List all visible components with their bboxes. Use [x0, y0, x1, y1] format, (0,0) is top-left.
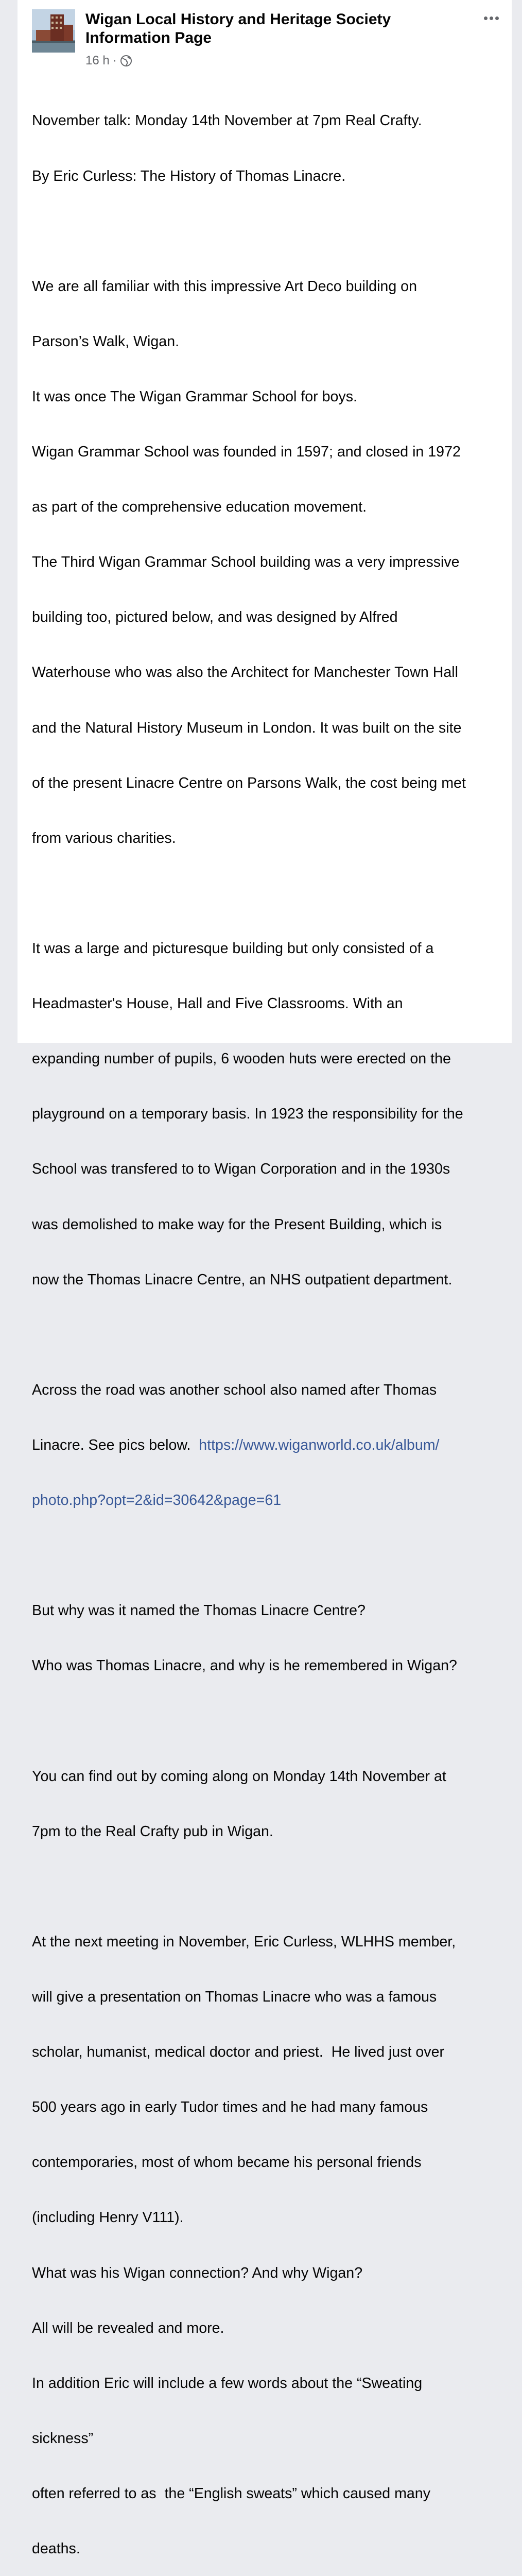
post-line: building too, pictured below, and was designed by Alfred [32, 609, 398, 626]
post-line: Headmaster's House, Hall and Five Classrooms. With an [32, 995, 403, 1012]
post-card [18, 0, 512, 2557]
post-line: contemporaries, most of whom became his personal friends [32, 2154, 422, 2171]
post-line: Waterhouse who was also the Architect for Manchester Town Hall [32, 664, 459, 681]
post-line: 7pm to the Real Crafty pub in Wigan. [32, 1823, 273, 1840]
page-avatar[interactable] [32, 9, 75, 53]
post-line: (including Henry V111). [32, 2209, 184, 2226]
post-line: expanding number of pupils, 6 wooden huts were erected on the [32, 1050, 451, 1067]
post-meta [85, 52, 132, 70]
post-line: At the next meeting in November, Eric Curless, WLHHS member, [32, 1933, 456, 1950]
blank-line [32, 1713, 511, 1731]
globe-icon[interactable] [120, 55, 132, 67]
post-line: now the Thomas Linacre Centre, an NHS outpatient department. [32, 1271, 453, 1288]
post-line: of the present Linacre Centre on Parsons Walk, the cost being met [32, 774, 466, 791]
post-line: The Third Wigan Grammar School building was a very impressive [32, 554, 460, 571]
blank-line [32, 1878, 511, 1896]
post-line: 500 years ago in early Tudor times and he had many famous [32, 2099, 428, 2116]
post-line: Wigan Grammar School was founded in 1597; and closed in 1972 [32, 444, 461, 461]
post-timestamp[interactable]: 16 h [85, 54, 110, 67]
post-line: as part of the comprehensive education movement. [32, 499, 367, 516]
post-line: November talk: Monday 14th November at 7pm Real Crafty. [32, 112, 422, 129]
more-dot [484, 16, 488, 20]
more-dot [495, 16, 499, 20]
post-line: You can find out by coming along on Monday 14th November at [32, 1768, 446, 1785]
page-name-line-1: Wigan Local History and Heritage Society [85, 11, 391, 28]
post-line: School was transfered to to Wigan Corporation and in the 1930s [32, 1161, 450, 1178]
post-line: Parson’s Walk, Wigan. [32, 333, 180, 350]
post-line [32, 1436, 511, 1455]
post-line: was demolished to make way for the Present Building, which is [32, 1216, 442, 1233]
post-line: from various charities. [32, 829, 176, 846]
post-line: In addition Eric will include a few words about the “Sweating [32, 2375, 423, 2392]
page-name-line-2: Information Page [85, 29, 212, 46]
post-line: sickness” [32, 2430, 94, 2447]
post-line: We are all familiar with this impressive Art Deco building on [32, 278, 417, 295]
post-line: All will be revealed and more. [32, 2319, 224, 2336]
post-line: It was a large and picturesque building but only consisted of a [32, 940, 434, 957]
wiganworld-link-part-1[interactable]: https://www.wiganworld.co.uk/album/ [199, 1436, 440, 1453]
post-line: By Eric Curless: The History of Thomas Linacre. [32, 167, 346, 184]
blank-line [32, 1547, 511, 1565]
post-line: and the Natural History Museum in London. It was built on the site [32, 719, 462, 736]
post-line: scholar, humanist, medical doctor and priest. He lived just over [32, 2044, 445, 2061]
more-dot [490, 16, 493, 20]
post-line: often referred to as the “English sweats” which caused many [32, 2485, 430, 2502]
page-name-link[interactable] [85, 10, 425, 47]
blank-line [32, 1326, 511, 1345]
post-body [32, 75, 511, 2576]
meta-separator: · [112, 54, 117, 67]
post-line: But why was it named the Thomas Linacre Centre? [32, 1602, 366, 1619]
post-line [32, 1492, 511, 1510]
blank-line [32, 223, 511, 241]
post-line: playground on a temporary basis. In 1923 the responsibility for the [32, 1106, 463, 1123]
post-line-text: Linacre. See pics below. [32, 1436, 199, 1453]
post-line: deaths. [32, 2540, 80, 2557]
post-line: Across the road was another school also named after Thomas [32, 1381, 437, 1398]
more-options-icon[interactable] [481, 10, 501, 26]
post-line: What was his Wigan connection? And why Wigan? [32, 2264, 363, 2281]
post-line: will give a presentation on Thomas Linacre who was a famous [32, 1989, 437, 2006]
avatar-image [32, 9, 75, 53]
wiganworld-link-part-2[interactable]: photo.php?opt=2&id=30642&page=61 [32, 1492, 282, 1509]
post-line: It was once The Wigan Grammar School for boys. [32, 388, 357, 405]
post-line: Who was Thomas Linacre, and why is he remembered in Wigan? [32, 1657, 457, 1674]
blank-line [32, 885, 511, 903]
